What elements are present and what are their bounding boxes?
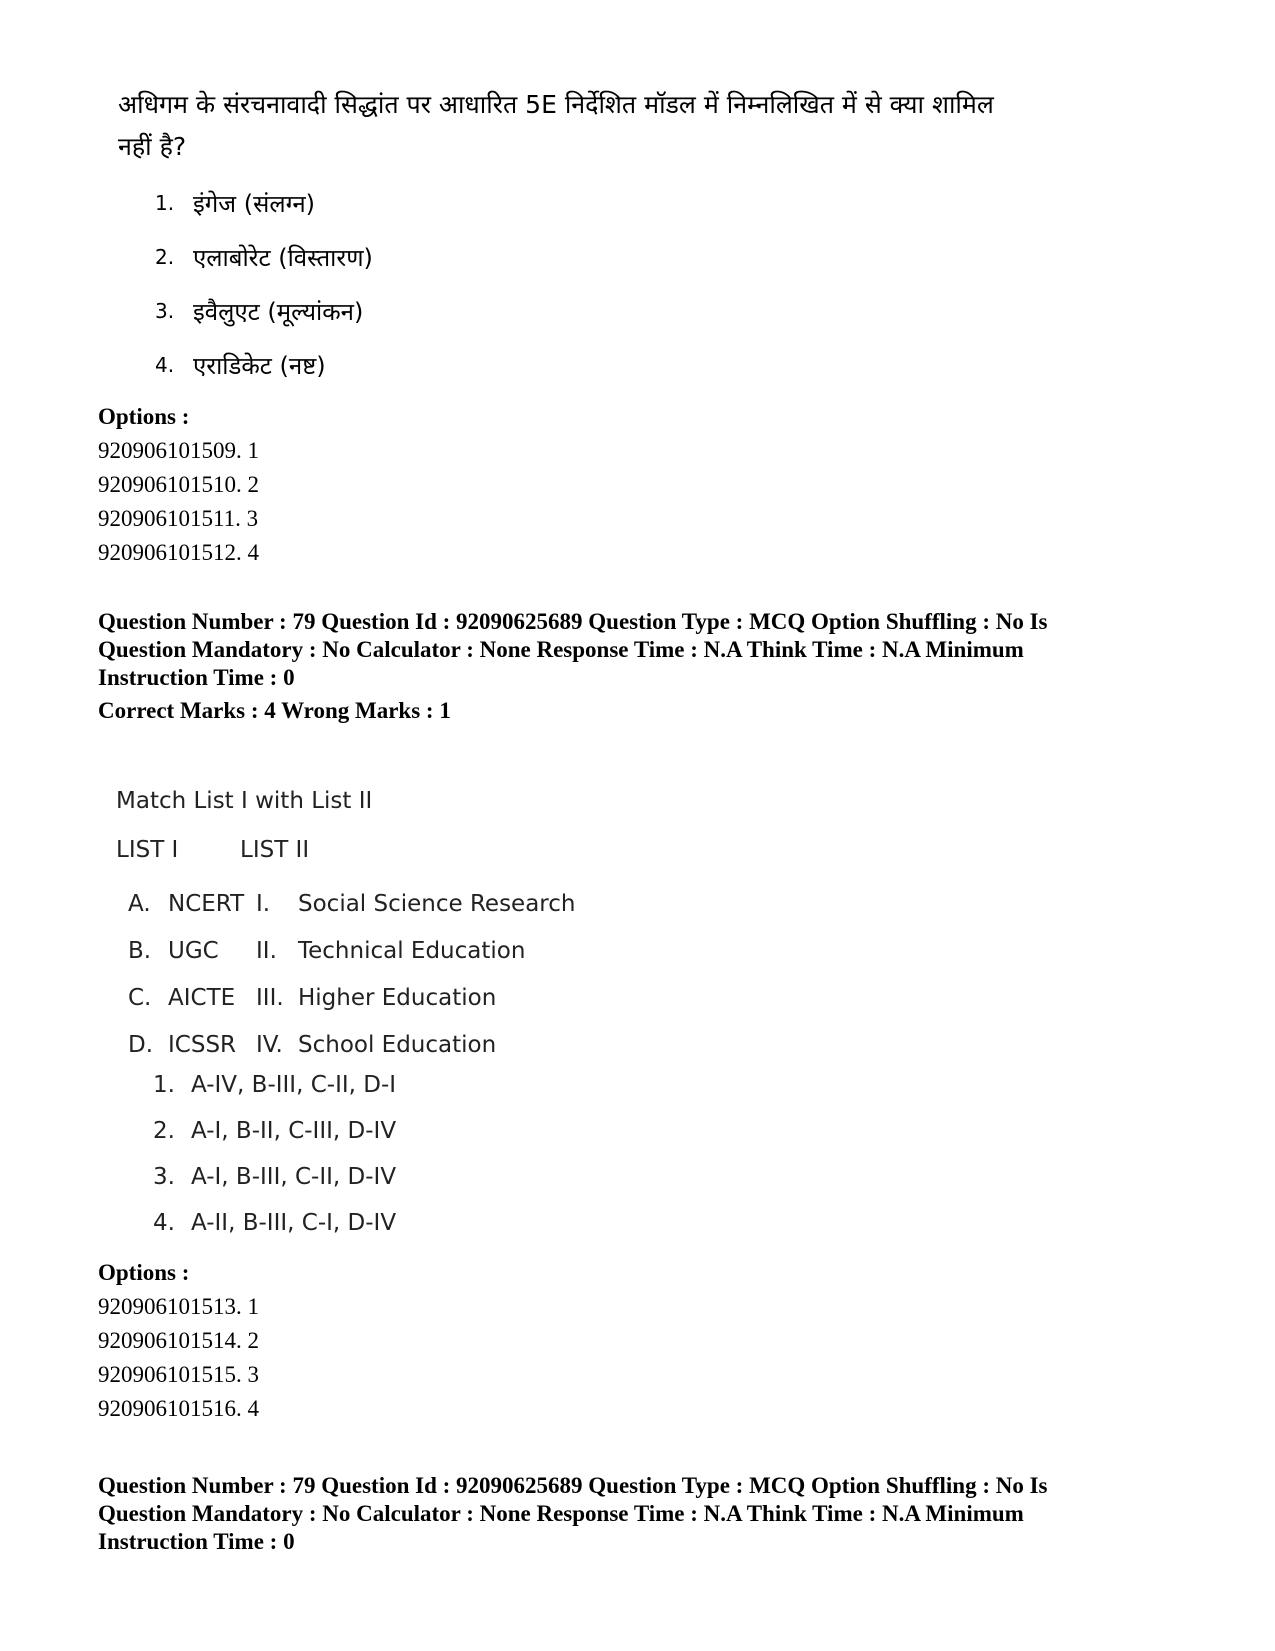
option-id: 920906101510. 2 [98,472,259,497]
option-id: 920906101511. 3 [98,506,259,531]
table-row: C. AICTE III. Higher Education [128,984,497,1011]
list-item: 4. एराडिकेट (नष्ट) [155,351,326,380]
table-row: A. NCERT I. Social Science Research [128,890,576,917]
marks-line: Correct Marks : 4 Wrong Marks : 1 [98,698,451,723]
list-headers [116,837,309,863]
question-meta-1: Question Number : 79 Question Id : 92090625689 Question Type : MCQ Option Shuffling : No Is Question Mandatory : No Calculator : None Response Time : N.A Think Time : N.A Minimum Instruction Time : 0 Correct Marks : 4 Wrong Marks : 1 [98,608,1198,725]
option-id: 920906101513. 1 [98,1294,259,1319]
list1-header: LIST I [116,837,179,863]
list-item: 3. इवैलुएट (मूल्यांकन) [155,297,364,326]
options-label: Options : [98,404,190,429]
option-id: 920906101514. 2 [98,1328,259,1353]
list-item: 1. A-IV, B-III, C-II, D-I [153,1072,397,1098]
table-row: D. ICSSR IV. School Education [128,1031,497,1058]
options-block-1 [98,400,259,570]
question-meta-2: Question Number : 79 Question Id : 92090625689 Question Type : MCQ Option Shuffling : No Is Question Mandatory : No Calculator : None Response Time : N.A Think Time : N.A Minimum Instruction Time : 0 [98,1473,1048,1554]
list-item: 2. A-I, B-II, C-III, D-IV [153,1118,397,1144]
hindi-option-list [155,176,373,392]
option-id: 920906101512. 4 [98,540,259,565]
list2-header: LIST II [240,837,310,863]
option-id: 920906101509. 1 [98,438,259,463]
list-item: 1. इंगेज (संलग्न) [155,189,316,218]
list-item: 2. एलाबोरेट (विस्तारण) [155,243,373,272]
option-id: 920906101515. 3 [98,1362,259,1387]
list-item: 3. A-I, B-III, C-II, D-IV [153,1164,397,1190]
match-option-list [153,1062,396,1246]
options-label: Options : [98,1260,190,1285]
table-row: B. UGC II. Technical Education [128,937,526,964]
question-text-hindi: अधिगम के संरचनावादी सिद्धांत पर आधारित 5E निर्देशित मॉडल में निम्नलिखित में से क्या शामिल नहीं है? [118,90,994,161]
options-block-2 [98,1256,259,1426]
list-item: 4. A-II, B-III, C-I, D-IV [153,1210,397,1236]
option-id: 920906101516. 4 [98,1396,259,1421]
match-pairs [128,880,575,1068]
match-title: Match List I with List II [116,788,373,814]
